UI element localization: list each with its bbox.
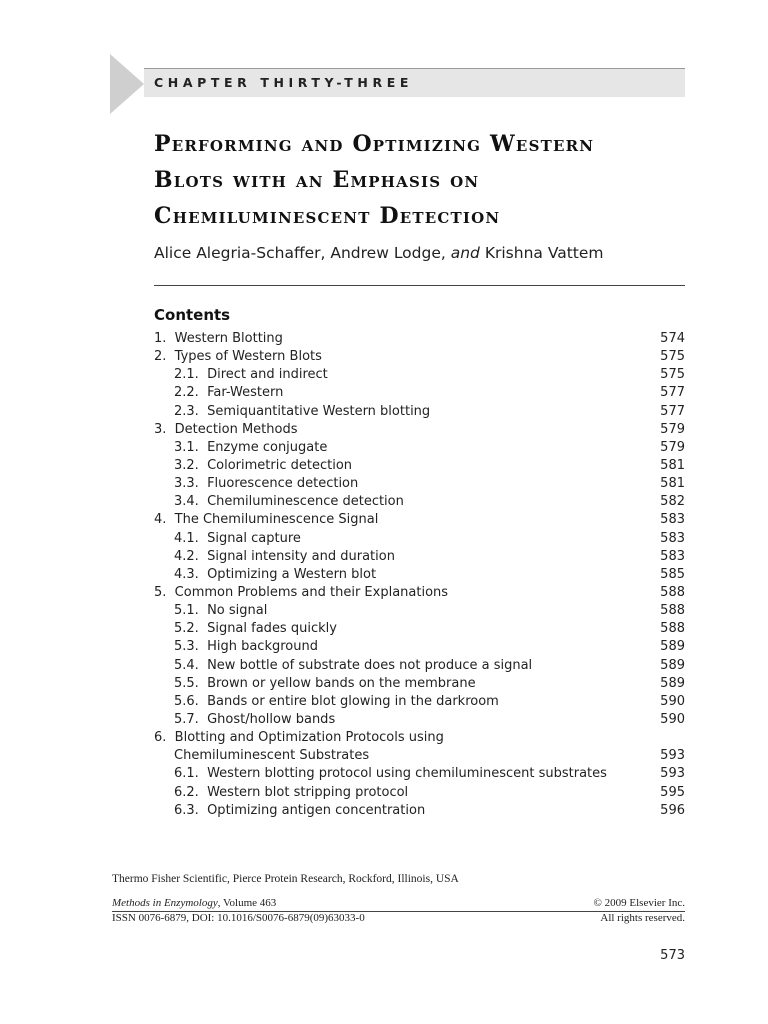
toc-entry-number: 2.3. xyxy=(174,403,199,419)
chapter-title xyxy=(154,126,694,234)
toc-entry[interactable] xyxy=(154,421,685,439)
toc-entry-number: 6.2. xyxy=(174,784,199,800)
toc-entry-number: 6. xyxy=(154,730,167,746)
toc-entry-page: 579 xyxy=(660,421,685,437)
toc-entry[interactable] xyxy=(154,747,685,765)
toc-entry[interactable] xyxy=(154,330,685,348)
toc-entry[interactable] xyxy=(154,475,685,493)
toc-entry-text: Bands or entire blot glowing in the darkroom xyxy=(207,693,499,709)
toc-entry[interactable] xyxy=(154,784,685,802)
toc-entry-text: No signal xyxy=(207,603,268,619)
toc-entry[interactable] xyxy=(154,457,685,475)
toc-entry-number: 4.3. xyxy=(174,566,199,582)
toc-entry-page: 590 xyxy=(660,711,685,727)
toc-entry-number: 2.2. xyxy=(174,385,199,401)
footer-rights: All rights reserved. xyxy=(600,912,685,924)
toc-entry-text: Blotting and Optimization Protocols using xyxy=(174,730,444,746)
toc-entry-page: 588 xyxy=(660,621,685,637)
toc-entry-text: Fluorescence detection xyxy=(207,476,359,492)
toc-entry-number: 3.2. xyxy=(174,457,199,473)
toc-entry-title xyxy=(154,584,448,602)
toc-entry-page: 581 xyxy=(660,457,685,473)
toc-entry[interactable] xyxy=(154,384,685,402)
toc-entry-title xyxy=(174,638,318,656)
toc-entry[interactable] xyxy=(154,493,685,511)
toc-entry-number: 3.1. xyxy=(174,439,199,455)
toc-entry-page: 574 xyxy=(660,331,685,346)
toc-entry[interactable] xyxy=(154,566,685,584)
toc-entry-page: 577 xyxy=(660,403,685,419)
chapter-title-line: Chemiluminescent Detection xyxy=(154,203,501,229)
toc-entry-title xyxy=(174,657,532,675)
toc-entry-text: Brown or yellow bands on the membrane xyxy=(207,675,476,691)
toc-entry-page: 590 xyxy=(660,693,685,709)
toc-entry-text: Semiquantitative Western blotting xyxy=(207,403,431,419)
divider xyxy=(154,285,685,286)
toc-entry-text: Chemiluminescence detection xyxy=(207,494,404,510)
toc-entry-number: 5.4. xyxy=(174,657,199,673)
toc-entry-text: Optimizing antigen concentration xyxy=(207,802,426,818)
chapter-arrow-icon xyxy=(110,54,144,114)
journal-name: Methods in Enzymology xyxy=(112,897,218,909)
chapter-bar xyxy=(144,68,685,97)
toc-entry-text: Signal fades quickly xyxy=(207,621,337,637)
toc-entry[interactable] xyxy=(154,729,685,747)
toc-entry[interactable] xyxy=(154,511,685,529)
toc-entry-title xyxy=(174,747,369,765)
toc-entry-title xyxy=(174,693,499,711)
toc-entry-title xyxy=(174,802,425,820)
toc-entry-page: 588 xyxy=(660,584,685,600)
toc-entry-number: 5.1. xyxy=(174,603,199,619)
toc-entry[interactable] xyxy=(154,693,685,711)
toc-entry-text: Western blot stripping protocol xyxy=(207,784,409,800)
toc-entry[interactable] xyxy=(154,620,685,638)
toc-entry-number: 4. xyxy=(154,512,167,528)
footer-journal xyxy=(112,897,276,909)
contents-heading: Contents xyxy=(154,306,231,324)
toc-entry-title xyxy=(174,620,337,638)
toc-entry-number: 3.4. xyxy=(174,494,199,510)
toc-entry[interactable] xyxy=(154,657,685,675)
toc-entry-text: Signal intensity and duration xyxy=(207,548,395,564)
toc-entry-text: Western Blotting xyxy=(174,331,283,346)
toc-entry-number: 5.7. xyxy=(174,711,199,727)
chapter-band xyxy=(110,54,685,114)
toc-entry-number: 6.1. xyxy=(174,766,199,782)
toc-entry-text: New bottle of substrate does not produce a signal xyxy=(207,657,533,673)
toc-entry-title xyxy=(154,330,283,348)
toc-entry-number: 3. xyxy=(154,421,167,437)
toc-entry[interactable] xyxy=(154,548,685,566)
toc-entry-number: 5.2. xyxy=(174,621,199,637)
toc-entry-number: 1. xyxy=(154,331,167,346)
authors xyxy=(154,244,604,262)
toc-entry-page: 593 xyxy=(660,748,685,764)
toc-entry-number: 6.3. xyxy=(174,802,199,818)
toc-entry-page: 577 xyxy=(660,385,685,401)
toc-entry[interactable] xyxy=(154,403,685,421)
toc-entry[interactable] xyxy=(154,638,685,656)
toc-entry-title xyxy=(174,384,283,402)
toc-entry-text: High background xyxy=(207,639,318,655)
journal-volume: , Volume 463 xyxy=(217,897,277,909)
toc-entry[interactable] xyxy=(154,348,685,366)
authors-part2: Krishna Vattem xyxy=(479,244,604,262)
chapter-title-line: Blots with an Emphasis on xyxy=(154,167,480,193)
toc-entry-page: 596 xyxy=(660,802,685,818)
toc-entry-text: Chemiluminescent Substrates xyxy=(174,748,370,764)
toc-entry-text: The Chemiluminescence Signal xyxy=(174,512,379,528)
toc-entry-title xyxy=(174,548,395,566)
toc-entry-number: 2. xyxy=(154,349,167,365)
toc-entry-page: 581 xyxy=(660,476,685,492)
toc-entry-text: Western blotting protocol using chemiluminescent substrates xyxy=(207,766,607,782)
toc-entry-title xyxy=(154,348,322,366)
toc-entry-title xyxy=(174,711,335,729)
toc-entry-page: 575 xyxy=(660,367,685,383)
toc-entry-title xyxy=(174,530,301,548)
toc-entry-text: Direct and indirect xyxy=(207,367,328,383)
toc-entry-page: 575 xyxy=(660,349,685,365)
toc-entry-title xyxy=(174,403,430,421)
toc-entry-page: 582 xyxy=(660,494,685,510)
authors-part1: Alice Alegria-Schaffer, Andrew Lodge, xyxy=(154,244,451,262)
toc-entry-number: 5.5. xyxy=(174,675,199,691)
toc-entry-text: Types of Western Blots xyxy=(174,349,322,365)
toc-entry-text: Optimizing a Western blot xyxy=(207,566,377,582)
toc-entry[interactable] xyxy=(154,530,685,548)
table-of-contents xyxy=(154,330,685,820)
toc-entry-number: 3.3. xyxy=(174,476,199,492)
toc-entry-text: Far-Western xyxy=(207,385,284,401)
toc-entry-page: 583 xyxy=(660,548,685,564)
toc-entry-title xyxy=(174,784,408,802)
toc-entry-page: 589 xyxy=(660,675,685,691)
toc-entry-title xyxy=(174,457,352,475)
toc-entry-page: 593 xyxy=(660,766,685,782)
page-number: 573 xyxy=(660,948,685,963)
toc-entry-number: 5.3. xyxy=(174,639,199,655)
toc-entry-page: 585 xyxy=(660,566,685,582)
authors-and: and xyxy=(450,244,480,262)
toc-entry-text: Enzyme conjugate xyxy=(207,439,328,455)
toc-entry-title xyxy=(174,439,327,457)
chapter-label: CHAPTER THIRTY-THREE xyxy=(154,75,413,90)
toc-entry-title xyxy=(174,602,267,620)
toc-entry-page: 583 xyxy=(660,512,685,528)
toc-entry-page: 588 xyxy=(660,603,685,619)
toc-entry[interactable] xyxy=(154,765,685,783)
toc-entry-number: 4.2. xyxy=(174,548,199,564)
footer-issn: ISSN 0076-6879, DOI: 10.1016/S0076-6879(09)63033-0 xyxy=(112,912,365,924)
toc-entry[interactable] xyxy=(154,366,685,384)
toc-entry-title xyxy=(154,511,378,529)
toc-entry-text: Common Problems and their Explanations xyxy=(174,584,449,600)
toc-entry-title xyxy=(154,729,444,747)
toc-entry[interactable] xyxy=(154,602,685,620)
affiliation: Thermo Fisher Scientific, Pierce Protein Research, Rockford, Illinois, USA xyxy=(112,873,459,885)
toc-entry-page: 589 xyxy=(660,639,685,655)
toc-entry-text: Detection Methods xyxy=(174,421,298,437)
toc-entry-page: 583 xyxy=(660,530,685,546)
toc-entry-page: 589 xyxy=(660,657,685,673)
toc-entry-page: 579 xyxy=(660,439,685,455)
toc-entry-title xyxy=(174,566,376,584)
toc-entry[interactable] xyxy=(154,802,685,820)
toc-entry[interactable] xyxy=(154,584,685,602)
toc-entry-number: 5. xyxy=(154,584,167,600)
toc-entry-title xyxy=(174,675,476,693)
toc-entry-number: 4.1. xyxy=(174,530,199,546)
toc-entry-title xyxy=(174,493,404,511)
toc-entry-number: 5.6. xyxy=(174,693,199,709)
toc-entry-title xyxy=(174,765,607,783)
toc-entry-title xyxy=(154,421,298,439)
toc-entry-text: Ghost/hollow bands xyxy=(207,711,336,727)
toc-entry-text: Signal capture xyxy=(207,530,301,546)
toc-entry[interactable] xyxy=(154,439,685,457)
toc-entry-title xyxy=(174,475,358,493)
toc-entry[interactable] xyxy=(154,675,685,693)
toc-entry-text: Colorimetric detection xyxy=(207,457,353,473)
footer-copyright: © 2009 Elsevier Inc. xyxy=(593,897,685,909)
toc-entry-number: 2.1. xyxy=(174,367,199,383)
toc-entry-page: 595 xyxy=(660,784,685,800)
chapter-title-line: Performing and Optimizing Western xyxy=(154,131,595,157)
toc-entry[interactable] xyxy=(154,711,685,729)
toc-entry-title xyxy=(174,366,328,384)
